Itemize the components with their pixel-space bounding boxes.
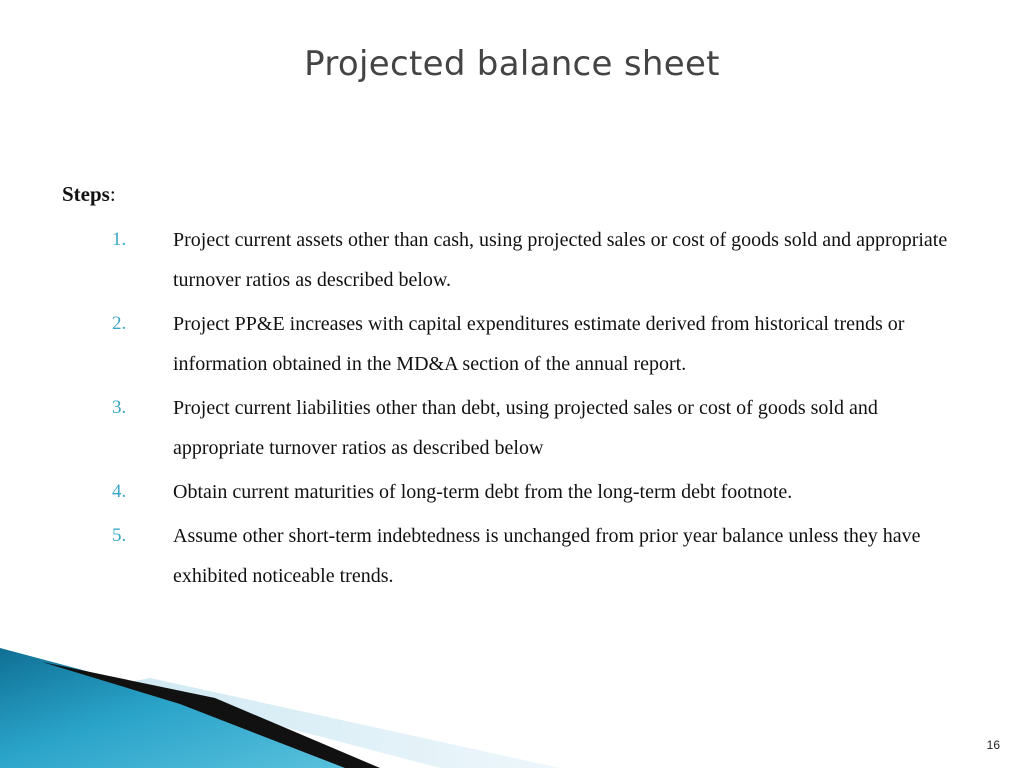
steps-heading — [62, 178, 962, 210]
step-item — [62, 220, 962, 300]
step-number: 2. — [112, 313, 127, 334]
step-text: Project current liabilities other than debt, using projected sales or cost of goods sold and appropriate turnover ratios as described below — [173, 397, 878, 459]
step-item — [62, 388, 962, 468]
step-text: Assume other short-term indebtedness is unchanged from prior year balance unless they have exhibited noticeable trends. — [173, 525, 921, 587]
slide-title: Projected balance sheet — [304, 44, 720, 84]
step-item — [62, 304, 962, 384]
slide-content — [62, 178, 962, 600]
step-number: 5. — [112, 525, 127, 546]
step-text: Obtain current maturities of long-term debt from the long-term debt footnote. — [173, 481, 793, 503]
corner-swoosh-decoration — [0, 640, 1024, 768]
step-item — [62, 472, 962, 512]
step-text: Project current assets other than cash, using projected sales or cost of goods sold and appropriate turnover ratios as described below. — [173, 229, 948, 291]
step-item — [62, 516, 962, 596]
steps-label: Steps — [62, 182, 110, 206]
steps-colon: : — [109, 182, 116, 206]
step-number: 1. — [112, 229, 127, 250]
slide-number: 16 — [986, 738, 1000, 752]
steps-list — [62, 220, 962, 596]
step-number: 4. — [112, 481, 127, 502]
step-text: Project PP&E increases with capital expenditures estimate derived from historical trends or information obtained in the MD&A section of the annual report. — [173, 313, 905, 375]
step-number: 3. — [112, 397, 127, 418]
